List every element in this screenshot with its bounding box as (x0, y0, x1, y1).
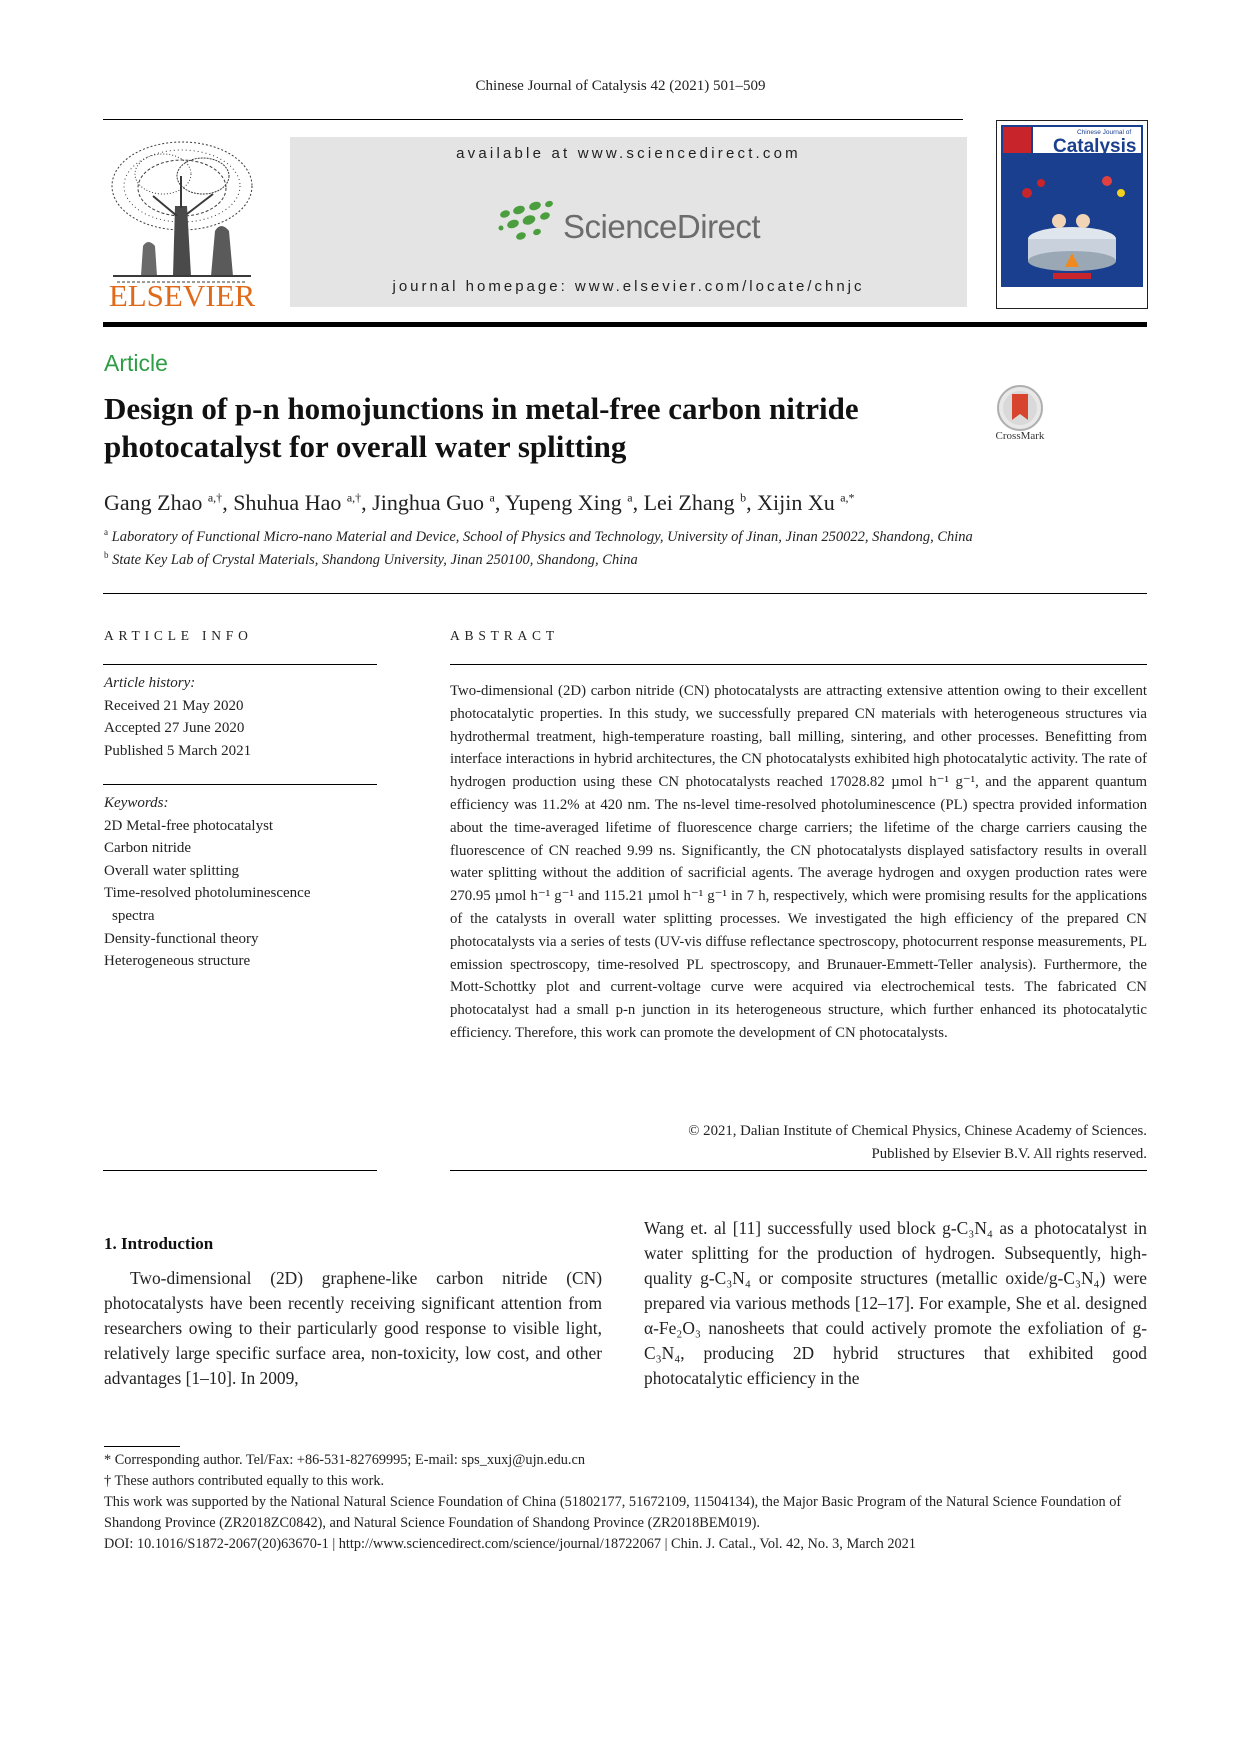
author-separator: , (222, 490, 234, 515)
journal-homepage-link[interactable]: journal homepage: www.elsevier.com/locate/chnjc (392, 278, 865, 295)
keyword: Density-functional theory (104, 930, 259, 947)
keyword: 2D Metal-free photocatalyst (104, 817, 274, 834)
author-affiliation-mark: a,† (207, 490, 223, 505)
journal-cover-thumbnail[interactable] (996, 120, 1148, 309)
keyword: Overall water splitting (104, 862, 239, 879)
accepted-date: Accepted 27 June 2020 (104, 720, 245, 737)
cover-title-small: Chinese Journal of (1077, 129, 1132, 136)
abstract-heading: ABSTRACT (450, 628, 559, 643)
author-name[interactable]: Shuhua Hao (233, 490, 342, 515)
copyright-line-1: © 2021, Dalian Institute of Chemical Physics, Chinese Academy of Sciences. (688, 1123, 1147, 1139)
crossmark-label: CrossMark (995, 430, 1045, 442)
keywords-heading: Keywords: (104, 795, 169, 811)
affiliation-mark: a (104, 527, 108, 537)
keyword: spectra (112, 907, 155, 924)
introduction-column-2: Wang et. al [11] successfully used block g-C₃N₄ as a photocatalyst in water splitting for the production of hydrogen. Subsequently, high-quality g-C₃N₄ or composite structures (metallic oxide/g-C₃N₄) were prepared via various methods [12–17]. For example, She et al. designed α-Fe₂O₃ nanosheets that could actively promote the exfoliation of g-C₃N₄, producing 2D hybrid structures that exhibited good photocatalytic efficiency in the (644, 1218, 1147, 1388)
corresponding-author-note: * Corresponding author. Tel/Fax: +86-531-82769995; E-mail: sps_xuxj@ujn.edu.cn (104, 1452, 585, 1468)
footnotes (104, 1450, 1147, 1555)
abstract-text: Two-dimensional (2D) carbon nitride (CN) photocatalysts are attracting extensive attention owing to their excellent photocatalytic properties. In this study, we successfully prepared CN materials with heterogeneous structures via hydrothermal treatment, high-temperature roasting, ball milling, sintering, and other processes. Benefitting from interface interactions in hybrid architectures, the CN photocatalysts exhibited high photocatalytic activity. The rate of hydrogen production using these CN photocatalysts reached 17028.82 µmol h⁻¹ g⁻¹, and the apparent quantum efficiency was 11.2% at 420 nm. The ns-level time-resolved photoluminescence (PL) spectra provided information about the time-averaged lifetime of fluorescence charge carriers; the lifetime of the charge carriers causing the fluorescence of CN reached 9.99 ns. Significantly, the CN photocatalysts displayed satisfactory results in overall water splitting without the addition of sacrificial agents. The average hydrogen and oxygen production rates were 270.95 µmol h⁻¹ g⁻¹ and 115.21 µmol h⁻¹ g⁻¹ in 7 h, respectively, which were promising results for the applications of the catalysts in overall water splitting processes. We investigated the high efficiency of the prepared CN photocatalysts via a series of tests (UV-vis diffuse reflectance spectroscopy, photocurrent response measurements, PL emission spectroscopy, time-resolved PL spectroscopy, and Brunauer-Emmett-Teller analysis). Furthermore, the Mott-Schottky plot and current-voltage curve were acquired via electrochemical tests. The fabricated CN photocatalyst had a small p-n junction in its heterogeneous structure, which further enhanced its photocatalytic efficiency. Therefore, this work can promote the development of CN photocatalysts. (450, 683, 1147, 1041)
footnote-rule (104, 1446, 180, 1447)
article-title-line-1: Design of p-n homojunctions in metal-free carbon nitride (104, 391, 859, 426)
published-date: Published 5 March 2021 (104, 742, 252, 759)
author-separator: , (746, 490, 758, 515)
introduction-heading: 1. Introduction (104, 1234, 214, 1253)
affiliation-a (104, 527, 973, 546)
available-at-link[interactable]: available at www.sciencedirect.com (456, 145, 801, 162)
author-affiliation-mark: a,† (346, 490, 362, 505)
affiliation-mark: b (104, 550, 109, 560)
author-name[interactable]: Lei Zhang (643, 490, 735, 515)
keyword: Heterogeneous structure (104, 953, 251, 970)
sciencedirect-logo-text[interactable]: ScienceDirect (563, 208, 761, 245)
keywords-block (104, 792, 384, 973)
author-name[interactable]: Xijin Xu (757, 490, 835, 515)
author-separator: , (361, 490, 373, 515)
header-thick-rule (103, 322, 1147, 327)
elsevier-logo-text[interactable]: ELSEVIER (108, 278, 256, 313)
affiliation-b (104, 550, 638, 569)
equal-contribution-note: † These authors contributed equally to this work. (104, 1473, 385, 1489)
article-info-bottom-rule (103, 1170, 377, 1171)
abstract-rule (450, 664, 1147, 665)
author-list (104, 490, 855, 516)
article-title (104, 390, 984, 466)
affiliation-text: Laboratory of Functional Micro-nano Material and Device, School of Physics and Technology, University of Jinan, Jinan 250022, Shandong, China (111, 528, 973, 545)
author-affiliation-mark: a,* (840, 490, 855, 505)
sciencedirect-dots-icon (495, 200, 559, 244)
article-info-heading: ARTICLE INFO (104, 628, 253, 643)
copyright-notice (450, 1120, 1147, 1166)
copyright-line-2: Published by Elsevier B.V. All rights reserved. (871, 1146, 1147, 1162)
author-name[interactable]: Jinghua Guo (372, 490, 484, 515)
author-name[interactable]: Yupeng Xing (505, 490, 622, 515)
affiliation-text: State Key Lab of Crystal Materials, Shandong University, Jinan 250100, Shandong, China (112, 551, 638, 568)
article-title-line-2: photocatalyst for overall water splitting (104, 429, 627, 464)
keyword: Carbon nitride (104, 840, 192, 857)
article-history (104, 672, 384, 762)
keywords-rule (103, 784, 377, 785)
author-name[interactable]: Gang Zhao (104, 490, 203, 515)
affiliation-rule (103, 593, 1147, 594)
journal-reference: Chinese Journal of Catalysis 42 (2021) 501–509 (475, 78, 766, 94)
history-heading: Article history: (104, 675, 196, 691)
author-affiliation-mark: a (489, 490, 495, 505)
funding-note: This work was supported by the National Natural Science Foundation of China (51802177, 51672109, 11504134), the Major Basic Program of the Natural Science Foundation of Shandong Province (ZR2018ZC0842), and Natural Science Foundation of Shandong Province (ZR2018BEM019). (104, 1494, 1122, 1531)
cover-title: Catalysis (1053, 136, 1137, 157)
author-affiliation-mark: a (627, 490, 633, 505)
keyword: Time-resolved photoluminescence (104, 885, 311, 902)
author-separator: , (494, 490, 506, 515)
article-type-label: Article (104, 350, 168, 376)
header-rule (103, 119, 963, 120)
received-date: Received 21 May 2020 (104, 697, 244, 714)
author-affiliation-mark: b (740, 490, 747, 505)
doi-line[interactable]: DOI: 10.1016/S1872-2067(20)63670-1 | http://www.sciencedirect.com/science/journal/18722067 | Chin. J. Catal., Vol. 42, No. 3, March 2021 (104, 1536, 916, 1552)
introduction-column-1: Two-dimensional (2D) graphene-like carbon nitride (CN) photocatalysts have been recently receiving significant attention from researchers owing to their particularly good response to visible light, relatively large specific surface area, non-toxicity, low cost, and other advantages [1–10]. In 2009, (104, 1268, 602, 1388)
author-separator: , (632, 490, 644, 515)
article-info-rule (103, 664, 377, 665)
abstract-bottom-rule (450, 1170, 1147, 1171)
